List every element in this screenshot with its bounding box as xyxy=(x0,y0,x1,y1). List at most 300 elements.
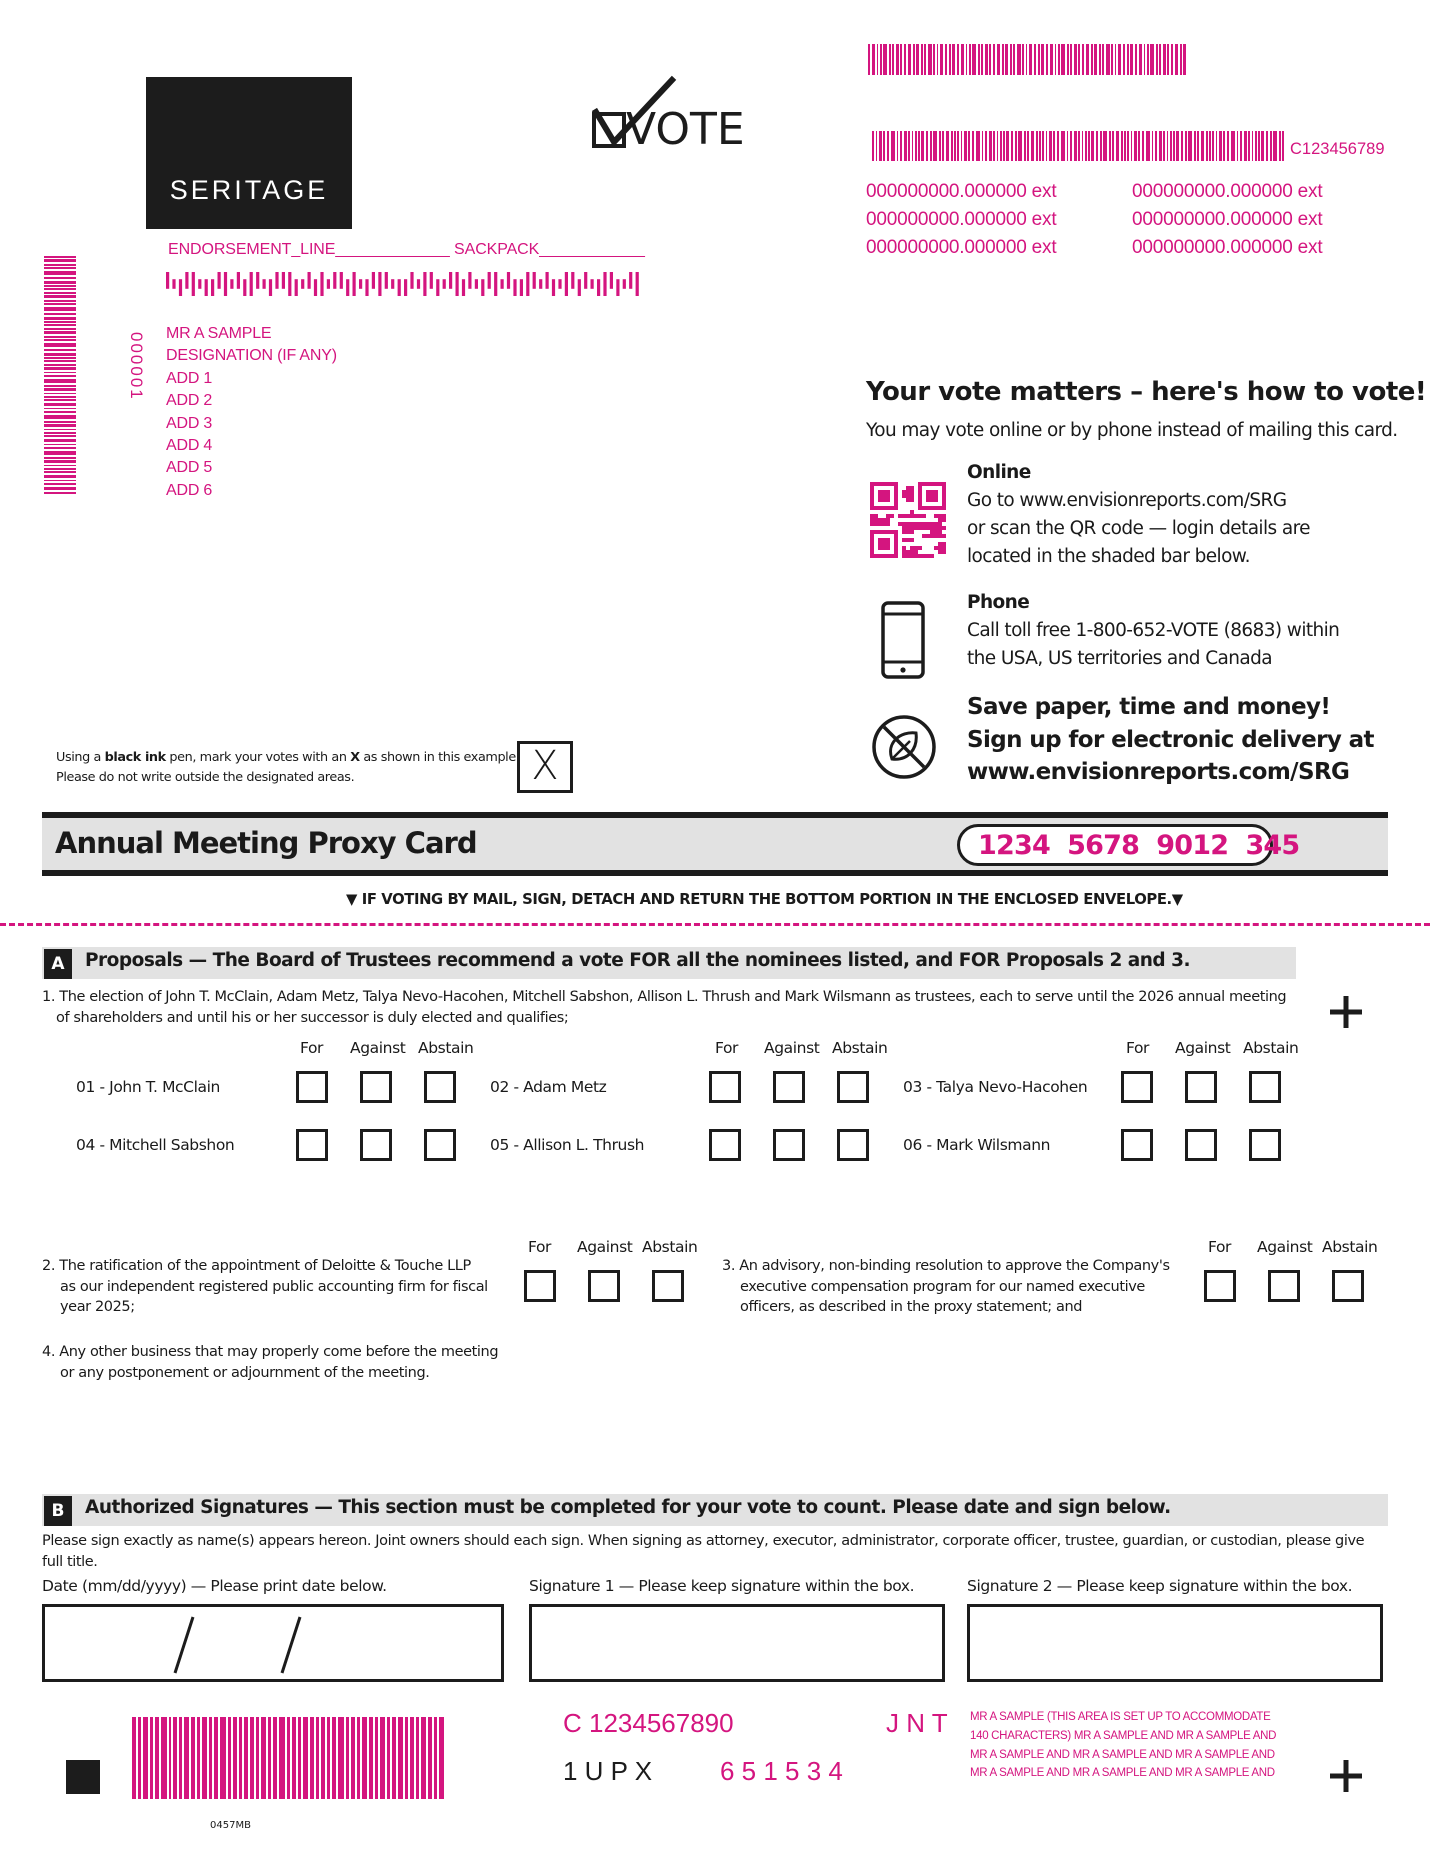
barcode-bar xyxy=(916,44,919,75)
qr-module xyxy=(902,522,906,526)
qr-module xyxy=(886,542,890,546)
signature-note xyxy=(42,1531,1392,1572)
barcode-bar xyxy=(44,367,76,370)
postal-bar xyxy=(449,272,452,289)
qr-module xyxy=(934,526,938,530)
barcode-bar xyxy=(1002,44,1004,75)
barcode-bar xyxy=(44,399,76,401)
barcode-bar xyxy=(880,44,882,75)
qr-module xyxy=(882,522,886,526)
qr-module xyxy=(930,494,934,498)
barcode-bar xyxy=(915,131,917,161)
nominee-05-against-checkbox[interactable] xyxy=(773,1129,805,1161)
barcode-bar xyxy=(1006,131,1009,161)
nominee-03-abstain-checkbox[interactable] xyxy=(1249,1071,1281,1103)
barcode-bar xyxy=(1100,131,1102,161)
online-title: Online xyxy=(967,462,1031,483)
nominee-01-abstain-checkbox[interactable] xyxy=(424,1071,456,1103)
barcode-bar xyxy=(357,1717,360,1799)
barcode-bar xyxy=(1216,131,1218,161)
barcode-bar xyxy=(1171,44,1173,75)
barcode-bar xyxy=(946,131,949,161)
barcode-bar xyxy=(877,44,879,75)
proposal-3-text xyxy=(722,1256,1170,1318)
barcode-bar xyxy=(173,1717,177,1799)
postal-bar xyxy=(282,272,285,289)
barcode-bar xyxy=(1167,44,1169,75)
qr-module xyxy=(910,498,914,502)
barcode-bar xyxy=(44,403,76,406)
postal-bar xyxy=(378,272,381,296)
postal-bar xyxy=(391,279,394,289)
postal-bar xyxy=(398,279,401,296)
barcode-bar xyxy=(1142,131,1144,161)
barcode-bar xyxy=(912,131,914,161)
section-a-title: Proposals — The Board of Trustees recommend a vote FOR all the nominees listed, and FOR Proposals 2 and 3. xyxy=(85,950,1191,971)
phone-line: Call toll free 1-800-652-VOTE (8683) within xyxy=(967,620,1340,641)
barcode-bar xyxy=(985,131,987,161)
barcode-bar xyxy=(942,131,944,161)
qr-module xyxy=(894,506,898,510)
barcode-bar xyxy=(1103,131,1107,161)
qr-code-icon[interactable] xyxy=(870,482,946,558)
qr-module xyxy=(894,482,898,486)
barcode-bar xyxy=(872,131,874,161)
postal-bar xyxy=(295,279,298,296)
barcode-bar xyxy=(1175,44,1178,75)
date-slashes xyxy=(45,1607,501,1679)
qr-module xyxy=(886,546,890,550)
barcode-bar xyxy=(1206,131,1208,161)
edelivery-line: Sign up for electronic delivery at xyxy=(967,726,1374,753)
signature-note-line: full title. xyxy=(42,1553,98,1570)
barcode-bar xyxy=(1099,44,1101,75)
qr-module xyxy=(910,486,914,490)
barcode-bar xyxy=(1082,44,1084,75)
barcode-bar xyxy=(44,349,76,351)
barcode-bar xyxy=(997,131,999,161)
address-line: ADD 2 xyxy=(166,392,213,410)
nominee-05-abstain-checkbox[interactable] xyxy=(837,1129,869,1161)
barcode-bar xyxy=(44,313,76,315)
qr-module xyxy=(890,482,894,486)
barcode-bar xyxy=(220,1717,226,1799)
qr-module xyxy=(878,554,882,558)
barcode-bar xyxy=(1159,44,1161,75)
qr-module xyxy=(930,526,934,530)
barcode-bar xyxy=(1036,131,1038,161)
barcode-bar xyxy=(1010,44,1012,75)
barcode-bar xyxy=(44,388,76,391)
qr-module xyxy=(942,502,946,506)
barcode-bar xyxy=(261,1717,266,1799)
qr-module xyxy=(894,550,898,554)
barcode-bar xyxy=(44,307,76,311)
qr-module xyxy=(918,486,922,490)
postal-bar xyxy=(372,272,375,289)
footer-code-4: 6 5 1 5 3 4 xyxy=(720,1756,843,1786)
nominee-name: 02 - Adam Metz xyxy=(490,1078,607,1096)
barcode-bar xyxy=(1070,131,1072,161)
postal-bar xyxy=(539,279,542,289)
barcode-bar xyxy=(1042,131,1044,161)
qr-module xyxy=(922,522,926,526)
barcode-bar xyxy=(44,357,76,358)
postal-bar xyxy=(353,272,356,296)
qr-module xyxy=(906,490,910,494)
barcode-bar xyxy=(1146,131,1150,161)
barcode-bar xyxy=(1219,131,1222,161)
qr-module xyxy=(934,494,938,498)
vote-matters-heading: Your vote matters – here's how to vote! xyxy=(866,377,1427,407)
barcode-bar xyxy=(1074,131,1077,161)
nominee-02-against-checkbox[interactable] xyxy=(773,1071,805,1103)
postal-barcode xyxy=(166,272,642,296)
barcode-bar xyxy=(1085,131,1087,161)
signature-note-line: Please sign exactly as name(s) appears hereon. Joint owners should each sign. When signing as attorney, executor, administrator, corporate officer, trustee, guardian, or custodian, please give xyxy=(42,1533,1365,1549)
qr-module xyxy=(910,494,914,498)
qr-module xyxy=(926,534,930,538)
postal-bar xyxy=(275,272,278,289)
barcode-bar xyxy=(138,1717,141,1799)
barcode-bar xyxy=(896,44,899,75)
down-triangle-icon: ▼ xyxy=(346,891,362,908)
barcode-bar xyxy=(972,131,974,161)
postal-bar xyxy=(205,279,208,296)
barcode-bar xyxy=(1144,44,1146,75)
barcode-bar xyxy=(44,321,76,322)
barcode-bar xyxy=(961,131,963,161)
col-against: Against xyxy=(1257,1238,1313,1256)
barcode-bar xyxy=(908,44,911,75)
qr-module xyxy=(914,550,918,554)
qr-module xyxy=(926,526,930,530)
qr-module xyxy=(886,554,890,558)
postal-bar xyxy=(623,279,626,289)
barcode-bar xyxy=(989,131,992,161)
postal-bar xyxy=(533,272,536,289)
barcode-bar xyxy=(1041,44,1044,75)
barcode-bar xyxy=(1000,131,1002,161)
example-mark-box xyxy=(517,741,573,793)
qr-module xyxy=(918,514,922,518)
proposal-2-for-checkbox[interactable] xyxy=(524,1270,556,1302)
qr-module xyxy=(882,538,886,542)
postal-bar xyxy=(507,272,510,289)
postal-bar xyxy=(462,279,465,296)
barcode-bar xyxy=(1003,131,1005,161)
barcode-bar xyxy=(1155,131,1157,161)
barcode-bar xyxy=(44,468,76,470)
barcode-bar xyxy=(1055,44,1057,75)
barcode-bar xyxy=(44,267,76,269)
postal-bar xyxy=(417,279,420,289)
barcode-bar xyxy=(1070,44,1072,75)
mailing-address xyxy=(166,323,337,502)
qr-module xyxy=(886,518,890,522)
signature-1-box[interactable] xyxy=(529,1604,945,1682)
qr-module xyxy=(902,546,906,550)
vertical-code: 000001 xyxy=(127,332,146,401)
barcode-bar xyxy=(44,471,76,473)
qr-module xyxy=(902,530,906,534)
qr-module xyxy=(882,542,886,546)
edelivery-line[interactable]: www.envisionreports.com/SRG xyxy=(967,759,1350,785)
col-abstain: Abstain xyxy=(832,1039,888,1057)
proposal-3-against-checkbox[interactable] xyxy=(1268,1270,1300,1302)
qr-module xyxy=(894,502,898,506)
qr-module xyxy=(918,482,922,486)
qr-module xyxy=(942,514,946,518)
ext-line: 000000000.000000 ext xyxy=(1132,237,1323,258)
proposal-3-abstain-checkbox[interactable] xyxy=(1332,1270,1364,1302)
qr-module xyxy=(886,506,890,510)
barcode-bar xyxy=(44,324,76,326)
barcode-bar xyxy=(1024,131,1026,161)
qr-module xyxy=(942,482,946,486)
qr-module xyxy=(926,494,930,498)
qr-module xyxy=(886,522,890,526)
nominee-03-against-checkbox[interactable] xyxy=(1185,1071,1217,1103)
seritage-logo xyxy=(146,77,352,229)
postal-bar xyxy=(520,279,523,296)
barcode-bar xyxy=(1134,131,1137,161)
qr-module xyxy=(942,490,946,494)
qr-module xyxy=(918,494,922,498)
qr-module xyxy=(942,534,946,538)
barcode-bar xyxy=(44,475,76,478)
phone-icon xyxy=(880,600,926,680)
postal-bar xyxy=(468,272,471,289)
address-line: ADD 3 xyxy=(166,414,213,432)
barcode-bar xyxy=(44,465,76,466)
qr-module xyxy=(910,490,914,494)
top-barcode-2 xyxy=(872,131,1286,161)
barcode-bar xyxy=(939,131,941,161)
qr-module xyxy=(886,530,890,534)
barcode-bar xyxy=(1049,131,1052,161)
barcode-bar xyxy=(993,44,995,75)
address-line: ADD 5 xyxy=(166,459,213,477)
barcode-bar xyxy=(1074,44,1077,75)
qr-module xyxy=(878,538,882,542)
postal-bar xyxy=(269,279,272,296)
barcode-bar xyxy=(1163,44,1166,75)
proposal-2-against-checkbox[interactable] xyxy=(588,1270,620,1302)
signature-2-box[interactable] xyxy=(967,1604,1383,1682)
barcode-bar xyxy=(1127,44,1129,75)
control-number: 1234 5678 9012 345 xyxy=(978,830,1300,861)
nominee-01-for-checkbox[interactable] xyxy=(296,1071,328,1103)
nominee-04-against-checkbox[interactable] xyxy=(360,1129,392,1161)
barcode-bar xyxy=(1209,131,1211,161)
section-a-letter: A xyxy=(44,949,72,979)
barcode-bar xyxy=(1173,131,1175,161)
postal-bar xyxy=(250,272,253,296)
nominee-06-for-checkbox[interactable] xyxy=(1121,1129,1153,1161)
barcode-bar xyxy=(1027,131,1029,161)
qr-module xyxy=(874,506,878,510)
barcode-bar xyxy=(44,317,76,320)
barcode-bar xyxy=(1058,44,1060,75)
barcode-bar xyxy=(392,1717,396,1799)
signature-2-label: Signature 2 — Please keep signature within the box. xyxy=(967,1577,1353,1595)
barcode-bar xyxy=(1183,44,1186,75)
qr-module xyxy=(914,546,918,550)
nominee-06-abstain-checkbox[interactable] xyxy=(1249,1129,1281,1161)
qr-module xyxy=(906,514,910,518)
proposal-3-line: 3. An advisory, non-binding resolution to approve the Company's xyxy=(722,1258,1170,1274)
barcode-bar xyxy=(930,131,932,161)
qr-module xyxy=(918,522,922,526)
barcode-bar xyxy=(904,44,906,75)
barcode-bar xyxy=(1255,131,1257,161)
barcode-bar xyxy=(44,447,76,449)
barcode-bar xyxy=(1111,44,1113,75)
qr-module xyxy=(922,526,926,530)
barcode-bar xyxy=(1086,44,1089,75)
barcode-bar xyxy=(362,1717,367,1799)
proposal-2-abstain-checkbox[interactable] xyxy=(652,1270,684,1302)
footer-code-1: C 1234567890 xyxy=(563,1708,734,1738)
nominee-01-against-checkbox[interactable] xyxy=(360,1071,392,1103)
barcode-bar xyxy=(410,1717,414,1799)
barcode-bar xyxy=(1131,131,1133,161)
postal-bar xyxy=(430,272,433,289)
postal-bar xyxy=(179,279,182,296)
qr-module xyxy=(906,494,910,498)
barcode-bar xyxy=(891,131,895,161)
postal-bar xyxy=(172,279,175,289)
qr-module xyxy=(894,534,898,538)
col-for: For xyxy=(1126,1039,1150,1057)
qr-module xyxy=(878,518,882,522)
barcode-bar xyxy=(287,1717,290,1799)
postal-bar xyxy=(616,279,619,296)
qr-module xyxy=(882,530,886,534)
barcode-bar xyxy=(1038,44,1040,75)
qr-module xyxy=(926,490,930,494)
barcode-bar xyxy=(883,131,885,161)
qr-module xyxy=(902,550,906,554)
divider-bottom xyxy=(42,870,1388,876)
address-line: ADD 4 xyxy=(166,437,213,455)
nominee-02-abstain-checkbox[interactable] xyxy=(837,1071,869,1103)
qr-module xyxy=(930,506,934,510)
qr-module xyxy=(870,538,874,542)
postal-bar xyxy=(526,272,529,296)
nominee-03-for-checkbox[interactable] xyxy=(1121,1071,1153,1103)
qr-module xyxy=(898,522,902,526)
date-input-box[interactable] xyxy=(42,1604,504,1682)
qr-module xyxy=(942,542,946,546)
barcode-bar xyxy=(143,1717,148,1799)
qr-module xyxy=(922,514,926,518)
barcode-bar xyxy=(1005,44,1008,75)
barcode-bar xyxy=(918,131,920,161)
barcode-bar xyxy=(405,1717,408,1799)
barcode-bar xyxy=(1185,131,1187,161)
qr-module xyxy=(934,514,938,518)
vertical-barcode xyxy=(44,256,76,496)
proposal-3-line: officers, as described in the proxy statement; and xyxy=(740,1299,1083,1315)
barcode-bar xyxy=(993,131,995,161)
proposal-4-text xyxy=(42,1342,498,1383)
nominee-02-for-checkbox[interactable] xyxy=(709,1071,741,1103)
barcode-bar xyxy=(1022,44,1024,75)
qr-module xyxy=(894,554,898,558)
nominee-04-for-checkbox[interactable] xyxy=(296,1129,328,1161)
top-barcode-1 xyxy=(868,44,1190,75)
online-line[interactable]: Go to www.envisionreports.com/SRG xyxy=(967,490,1287,511)
section-b-letter: B xyxy=(44,1496,72,1526)
qr-module xyxy=(902,514,906,518)
nominee-04-abstain-checkbox[interactable] xyxy=(424,1129,456,1161)
barcode-bar xyxy=(892,44,894,75)
qr-module xyxy=(870,506,874,510)
barcode-bar xyxy=(976,131,980,161)
barcode-bar xyxy=(1013,44,1015,75)
qr-module xyxy=(902,490,906,494)
barcode-bar xyxy=(44,364,76,366)
barcode-bar xyxy=(233,1717,237,1799)
qr-module xyxy=(934,534,938,538)
col-abstain: Abstain xyxy=(418,1039,474,1057)
nominee-05-for-checkbox[interactable] xyxy=(709,1129,741,1161)
barcode-bar xyxy=(303,1717,308,1799)
barcode-bar xyxy=(44,480,76,481)
nominee-name: 05 - Allison L. Thrush xyxy=(490,1136,645,1154)
barcode-bar xyxy=(982,131,984,161)
qr-module xyxy=(910,530,914,534)
ink-text: as shown in this example. xyxy=(359,750,520,765)
barcode-bar xyxy=(1135,44,1137,75)
qr-module xyxy=(890,530,894,534)
barcode-bar xyxy=(1057,131,1059,161)
barcode-bar xyxy=(44,288,76,290)
qr-module xyxy=(906,554,910,558)
qr-module xyxy=(942,546,946,550)
postal-bar xyxy=(333,272,336,289)
address-line: ADD 1 xyxy=(166,369,213,387)
barcode-bar xyxy=(1237,131,1239,161)
barcode-bar xyxy=(292,1717,296,1799)
barcode-bar xyxy=(926,131,928,161)
qr-module xyxy=(914,526,918,530)
barcode-bar xyxy=(1159,131,1162,161)
proposal-3-for-checkbox[interactable] xyxy=(1204,1270,1236,1302)
barcode-bar xyxy=(434,1717,437,1799)
proxy-card-title: Annual Meeting Proxy Card xyxy=(55,826,477,860)
qr-module xyxy=(934,490,938,494)
barcode-bar xyxy=(44,411,76,413)
qr-module xyxy=(894,530,898,534)
nominee-06-against-checkbox[interactable] xyxy=(1185,1129,1217,1161)
postal-bar xyxy=(475,279,478,289)
qr-module xyxy=(942,486,946,490)
qr-module xyxy=(914,514,918,518)
barcode-bar xyxy=(1188,131,1192,161)
barcode-bar xyxy=(44,429,76,430)
vertical-code-wrap xyxy=(124,332,152,428)
barcode-bar xyxy=(961,44,964,75)
postal-bar xyxy=(385,272,388,289)
barcode-bar xyxy=(989,44,991,75)
barcode-bar xyxy=(1223,131,1225,161)
qr-module xyxy=(870,542,874,546)
barcode-bar xyxy=(1279,131,1281,161)
qr-module xyxy=(902,494,906,498)
